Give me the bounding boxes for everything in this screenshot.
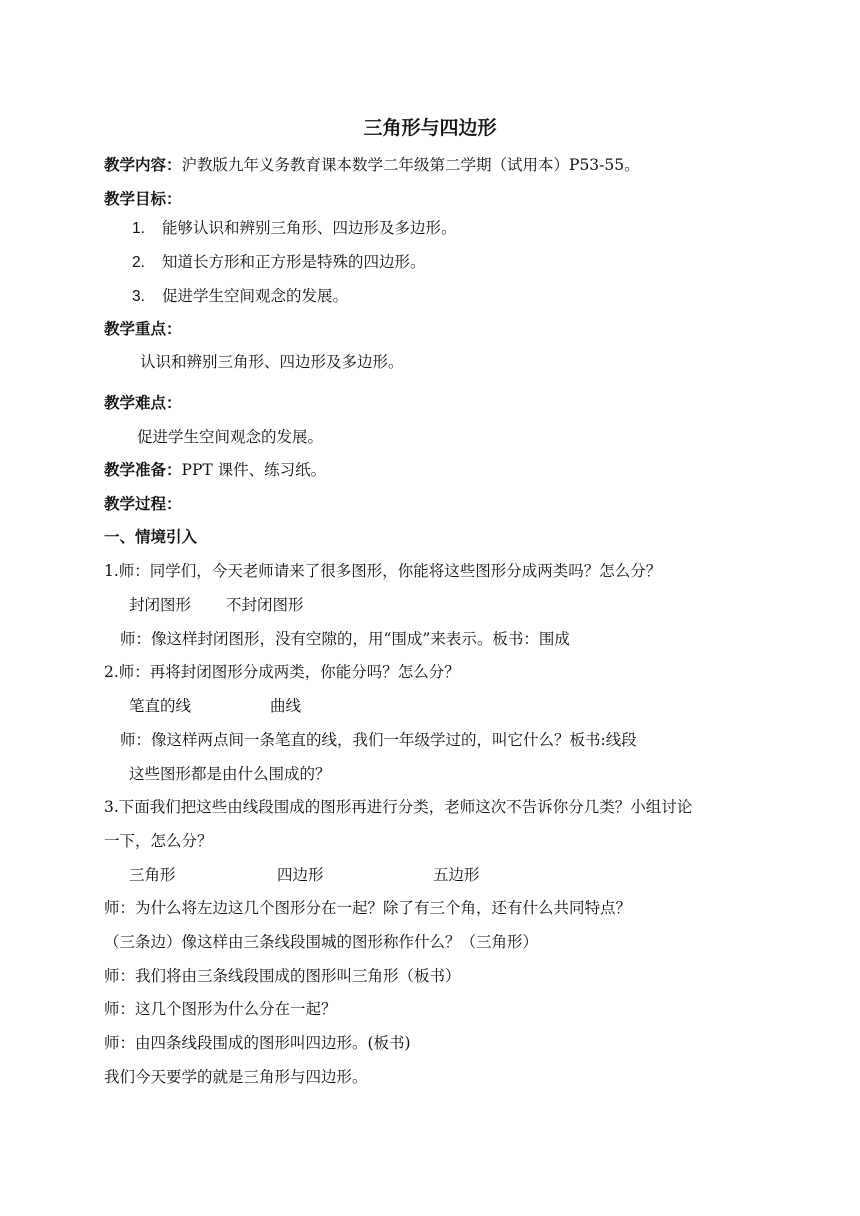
teaching-content-line (104, 155, 640, 175)
process-paragraph: 师：我们将由三条线段围成的图形叫三角形（板书） (104, 967, 461, 985)
category-label: 不封闭图形 (226, 596, 304, 614)
process-paragraph: 2.师：再将封闭图形分成两类，你能分吗？怎么分？ (104, 663, 460, 681)
objective-number: 3. (132, 288, 145, 305)
preparation-line (104, 460, 326, 480)
process-paragraph: 师：这几个图形为什么分在一起？ (104, 1000, 337, 1018)
category-label: 封闭图形 (129, 596, 192, 614)
process-paragraph: 师：由四条线段围成的图形叫四边形。(板书) (104, 1034, 411, 1052)
teaching-content-label: 教学内容： (104, 156, 182, 174)
objective-text: 促进学生空间观念的发展。 (162, 287, 349, 305)
category-label: 三角形 (129, 866, 176, 884)
category-label: 曲线 (270, 697, 302, 715)
objective-text: 能够认识和辨别三角形、四边形及多边形。 (162, 219, 457, 237)
preparation-text: PPT 课件、练习纸。 (181, 461, 327, 479)
objective-number: 1. (132, 220, 145, 237)
key-points-text: 认识和辨别三角形、四边形及多边形。 (140, 353, 404, 371)
objective-item (104, 286, 348, 307)
preparation-label: 教学准备： (104, 461, 182, 479)
section-heading: 一、情境引入 (104, 528, 198, 546)
category-label: 四边形 (277, 866, 324, 884)
process-paragraph: 师：为什么将左边这几个图形分在一起？除了有三个角，还有什么共同特点？ (104, 899, 632, 917)
key-points-label: 教学重点： (104, 320, 182, 338)
objectives-label: 教学目标： (104, 190, 182, 208)
document-title: 三角形与四边形 (363, 117, 497, 139)
process-paragraph: 这些图形都是由什么围成的？ (129, 765, 331, 783)
process-paragraph: 一下，怎么分？ (104, 832, 213, 850)
objective-number: 2. (132, 254, 145, 271)
teaching-content-text: 沪教版九年义务教育课本数学二年级第二学期（试用本）P53-55。 (181, 156, 640, 174)
objective-text: 知道长方形和正方形是特殊的四边形。 (162, 253, 426, 271)
category-label: 笔直的线 (129, 697, 192, 715)
objective-item (104, 218, 457, 239)
process-label: 教学过程： (104, 495, 182, 513)
objective-item (104, 252, 426, 273)
process-paragraph: 3.下面我们把这些由线段围成的图形再进行分类，老师这次不告诉你分几类？小组讨论 (104, 798, 693, 816)
difficulties-text: 促进学生空间观念的发展。 (137, 428, 324, 446)
process-paragraph: 1.师：同学们，今天老师请来了很多图形，你能将这些图形分成两类吗？怎么分？ (104, 562, 662, 580)
difficulties-label: 教学难点： (104, 394, 182, 412)
category-label: 五边形 (433, 866, 480, 884)
process-paragraph: 师：像这样封闭图形，没有空隙的，用“围成”来表示。板书：围成 (120, 630, 570, 648)
process-paragraph: （三条边）像这样由三条线段围城的图形称作什么？（三角形） (104, 933, 539, 951)
process-paragraph: 我们今天要学的就是三角形与四边形。 (104, 1068, 368, 1086)
process-paragraph: 师：像这样两点间一条笔直的线，我们一年级学过的，叫它什么？板书:线段 (120, 731, 637, 749)
